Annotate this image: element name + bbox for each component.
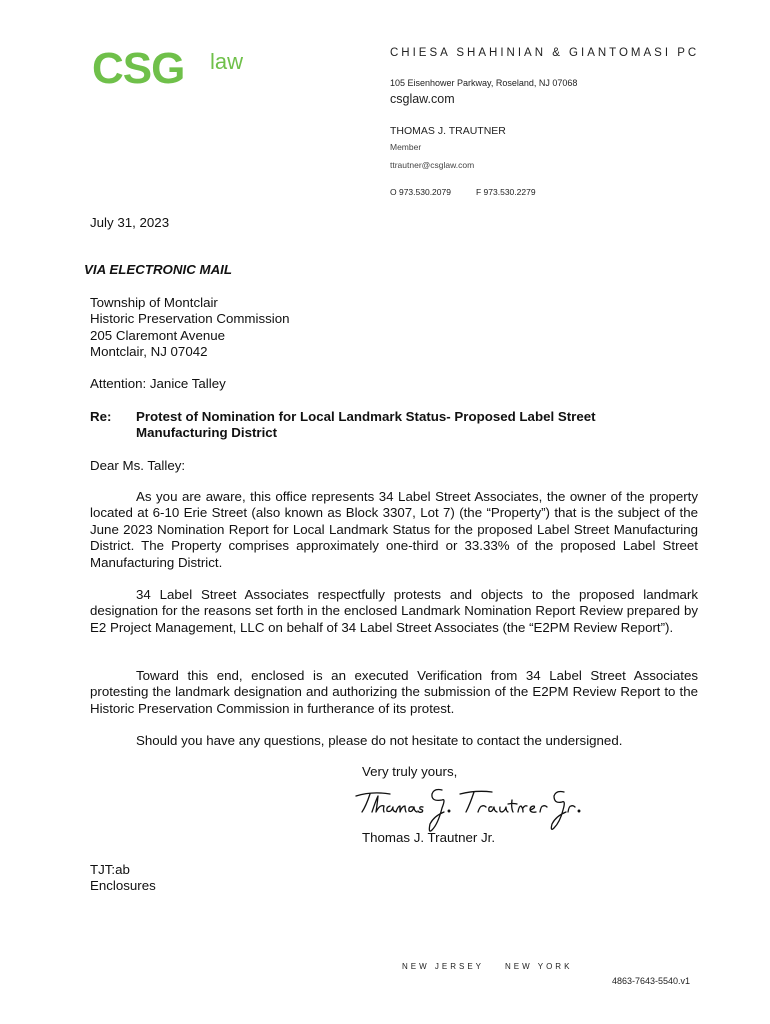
paragraph-text: Toward this end, enclosed is an executed Verification from 34 Label Street Associates protesting the landmark designation and authorizing the submission of the E2PM Review Report to the Historic Preservation Commission in furtherance of its protest. [90, 668, 698, 716]
body-paragraph [90, 668, 698, 717]
body-paragraph [90, 489, 698, 571]
recipient-line: 205 Claremont Avenue [90, 327, 226, 343]
recipient-line: Township of Montclair [90, 295, 218, 310]
logo-csg-text: CSG [92, 44, 185, 93]
attorney-fax: F 973.530.2279 [476, 187, 536, 197]
attorney-email: ttrautner@csglaw.com [390, 160, 475, 170]
delivery-method: VIA ELECTRONIC MAIL [84, 262, 232, 277]
firm-name: CHIESA SHAHINIAN & GIANTOMASI PC [390, 47, 700, 59]
attorney-name: THOMAS J. TRAUTNER [390, 125, 506, 137]
re-label: Re: [90, 409, 112, 424]
firm-address: 105 Eisenhower Parkway, Roseland, NJ 07068 [390, 78, 578, 88]
attention-line: Attention: Janice Talley [90, 376, 226, 391]
paragraph-text: As you are aware, this office represents 34 Label Street Associates, the owner of the property located at 6-10 Erie Street (also known as Block 3307, Lot 7) (the “Property”) that is the subject of the June 2023 Nomination Report for Local Landmark Status for the proposed Label Street Manufacturing District. The Property comprises approximately one-third or 33.33% of the proposed Label Street Manufacturing District. [90, 489, 698, 570]
re-subject: Protest of Nomination for Local Landmark Status- Proposed Label Street Manufacturing District [136, 409, 596, 441]
footer-office-new-york: NEW YORK [505, 962, 573, 971]
logo-law-text: law [210, 49, 244, 74]
body-paragraph [90, 587, 698, 636]
salutation: Dear Ms. Talley: [90, 458, 186, 473]
reference-initials: TJT:ab [90, 862, 130, 877]
signer-name: Thomas J. Trautner Jr. [362, 830, 496, 845]
enclosures-note: Enclosures [90, 878, 156, 893]
firm-website: csglaw.com [390, 92, 455, 106]
letter-date: July 31, 2023 [90, 215, 170, 230]
footer-office-new-jersey: NEW JERSEY [402, 962, 485, 971]
body-paragraph: Should you have any questions, please do not hesitate to contact the undersigned. [136, 733, 623, 748]
recipient-address [90, 295, 290, 361]
recipient-line: Historic Preservation Commission [90, 311, 290, 327]
attorney-phone: O 973.530.2079 [390, 187, 451, 197]
closing: Very truly yours, [362, 764, 458, 779]
attorney-title: Member [390, 142, 422, 152]
firm-logo [92, 46, 282, 94]
paragraph-text: 34 Label Street Associates respectfully protests and objects to the proposed landmark designation for the reasons set forth in the enclosed Landmark Nomination Report Review prepared by E2 Project Management, LLC on behalf of 34 Label Street Associates (the “E2PM Review Report”). [90, 587, 698, 635]
recipient-line: Montclair, NJ 07042 [90, 344, 208, 360]
document-id: 4863-7643-5540.v1 [612, 976, 691, 986]
